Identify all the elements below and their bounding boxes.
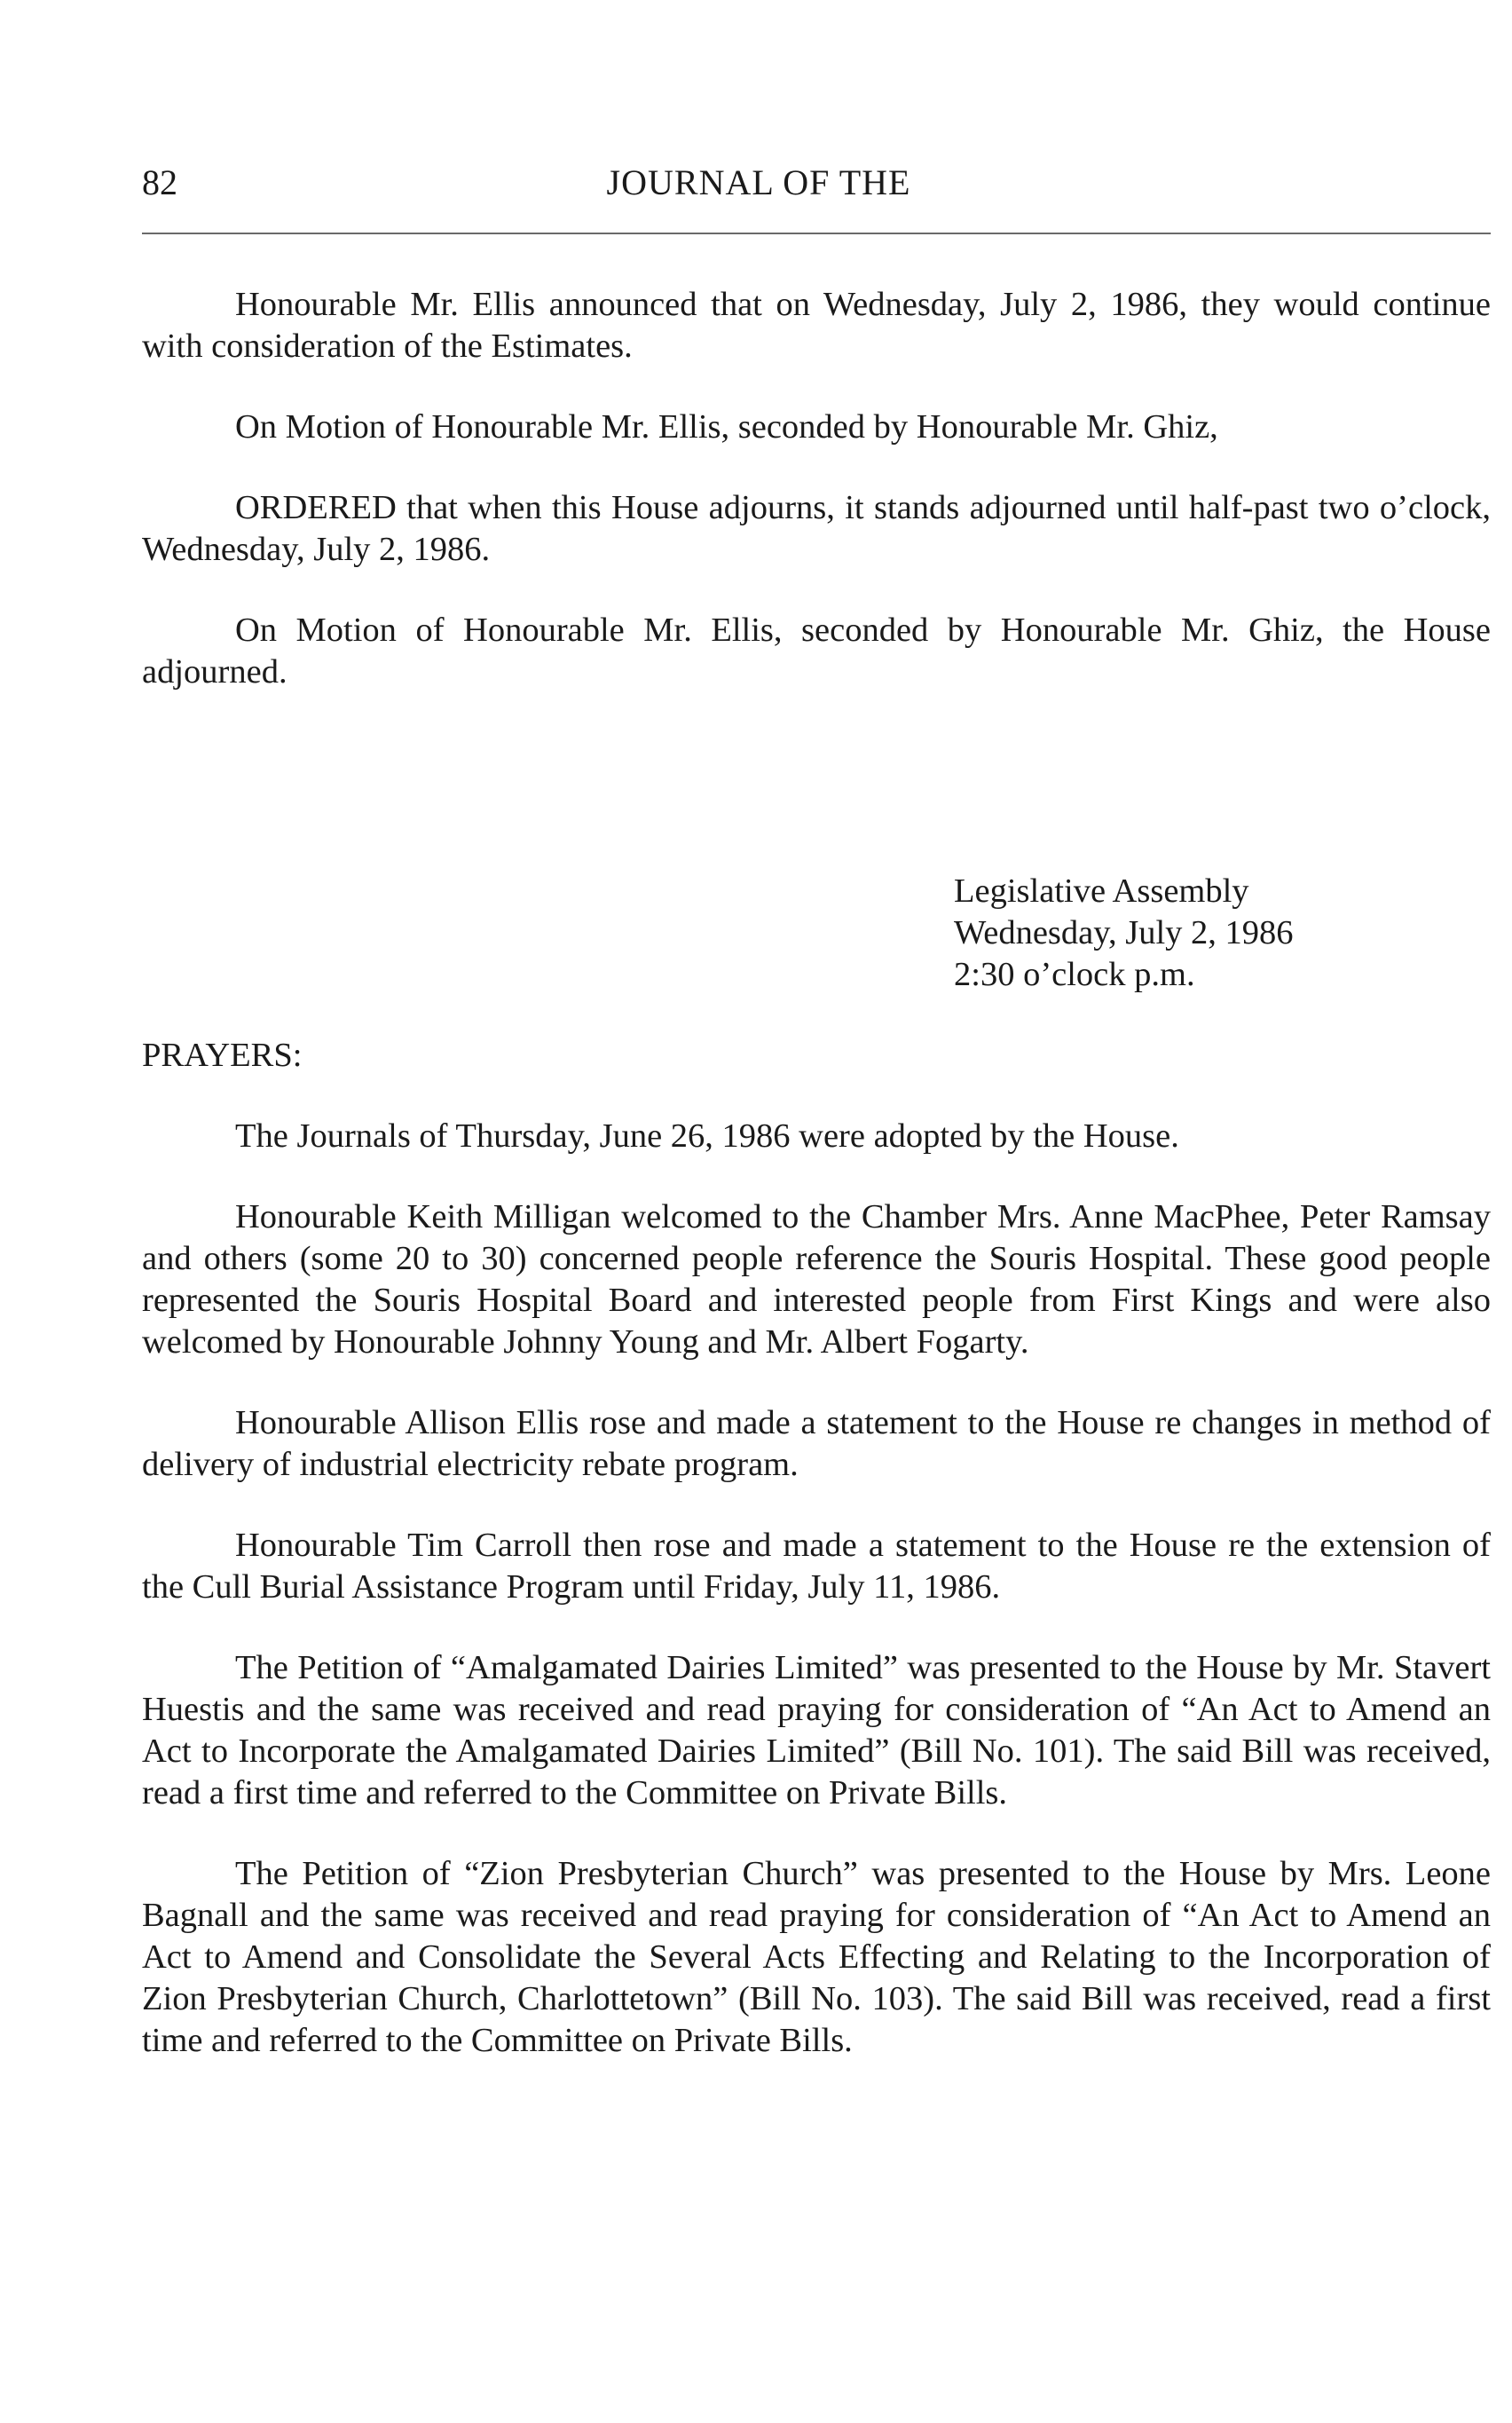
prayers-heading: PRAYERS: (142, 1037, 303, 1074)
header-rule (142, 233, 1491, 234)
paragraph-adjournment: On Motion of Honourable Mr. Ellis, seconded by Honourable Mr. Ghiz, the House adjourned. (142, 612, 1491, 691)
paragraph-motion: On Motion of Honourable Mr. Ellis, seconded by Honourable Mr. Ghiz, (235, 408, 1218, 446)
paragraph-petition-zion: The Petition of “Zion Presbyterian Church” was presented to the House by Mrs. Leone Bagnall and the same was received and read praying for consideration of “An Act to Amend an Act to Amend and Consolidate the Several Acts Effecting and Relating to the Incorporation of Zion Presbyterian Church, Charlottetown” (Bill No. 103). The said Bill was received, read a first time and referred to the Committee on Private Bills. (142, 1855, 1491, 2059)
paragraph-estimates-announcement: Honourable Mr. Ellis announced that on Wednesday, July 2, 1986, they would continue with consideration of the Estimates. (142, 286, 1491, 365)
page-header (142, 162, 1491, 202)
running-title: JOURNAL OF THE (606, 162, 911, 202)
paragraph-welcome-guests: Honourable Keith Milligan welcomed to the Chamber Mrs. Anne MacPhee, Peter Ramsay and others (some 20 to 30) concerned people reference the Souris Hospital. These good people represented the Souris Hospital Board and interested people from First Kings and were also welcomed by Honourable Johnny Young and Mr. Albert Fogarty. (142, 1198, 1491, 1361)
sitting-heading (954, 871, 1491, 996)
sitting-time: 2:30 o’clock p.m. (954, 956, 1195, 993)
paragraph-journals-adopted: The Journals of Thursday, June 26, 1986 were adopted by the House. (235, 1117, 1179, 1155)
paragraph-petition-dairies: The Petition of “Amalgamated Dairies Limited” was presented to the House by Mr. Stavert Huestis and the same was received and read praying for consideration of “An Act to Amend an Act to Incorporate the Amalgamated Dairies Limited” (Bill No. 101). The said Bill was received, read a first time and referred to the Committee on Private Bills. (142, 1649, 1491, 1811)
journal-body (142, 284, 1491, 2101)
sitting-date: Wednesday, July 2, 1986 (954, 914, 1294, 951)
paragraph-electricity-statement: Honourable Allison Ellis rose and made a statement to the House re changes in method of delivery of industrial electricity rebate program. (142, 1404, 1491, 1483)
sitting-assembly: Legislative Assembly (954, 872, 1249, 910)
page-number: 82 (142, 162, 177, 202)
paragraph-ordered: ORDERED that when this House adjourns, it stands adjourned until half-past two o’clock, Wednesday, July 2, 1986. (142, 489, 1491, 568)
paragraph-cull-burial-statement: Honourable Tim Carroll then rose and made a statement to the House re the extension of the Cull Burial Assistance Program until Friday, July 11, 1986. (142, 1527, 1491, 1606)
